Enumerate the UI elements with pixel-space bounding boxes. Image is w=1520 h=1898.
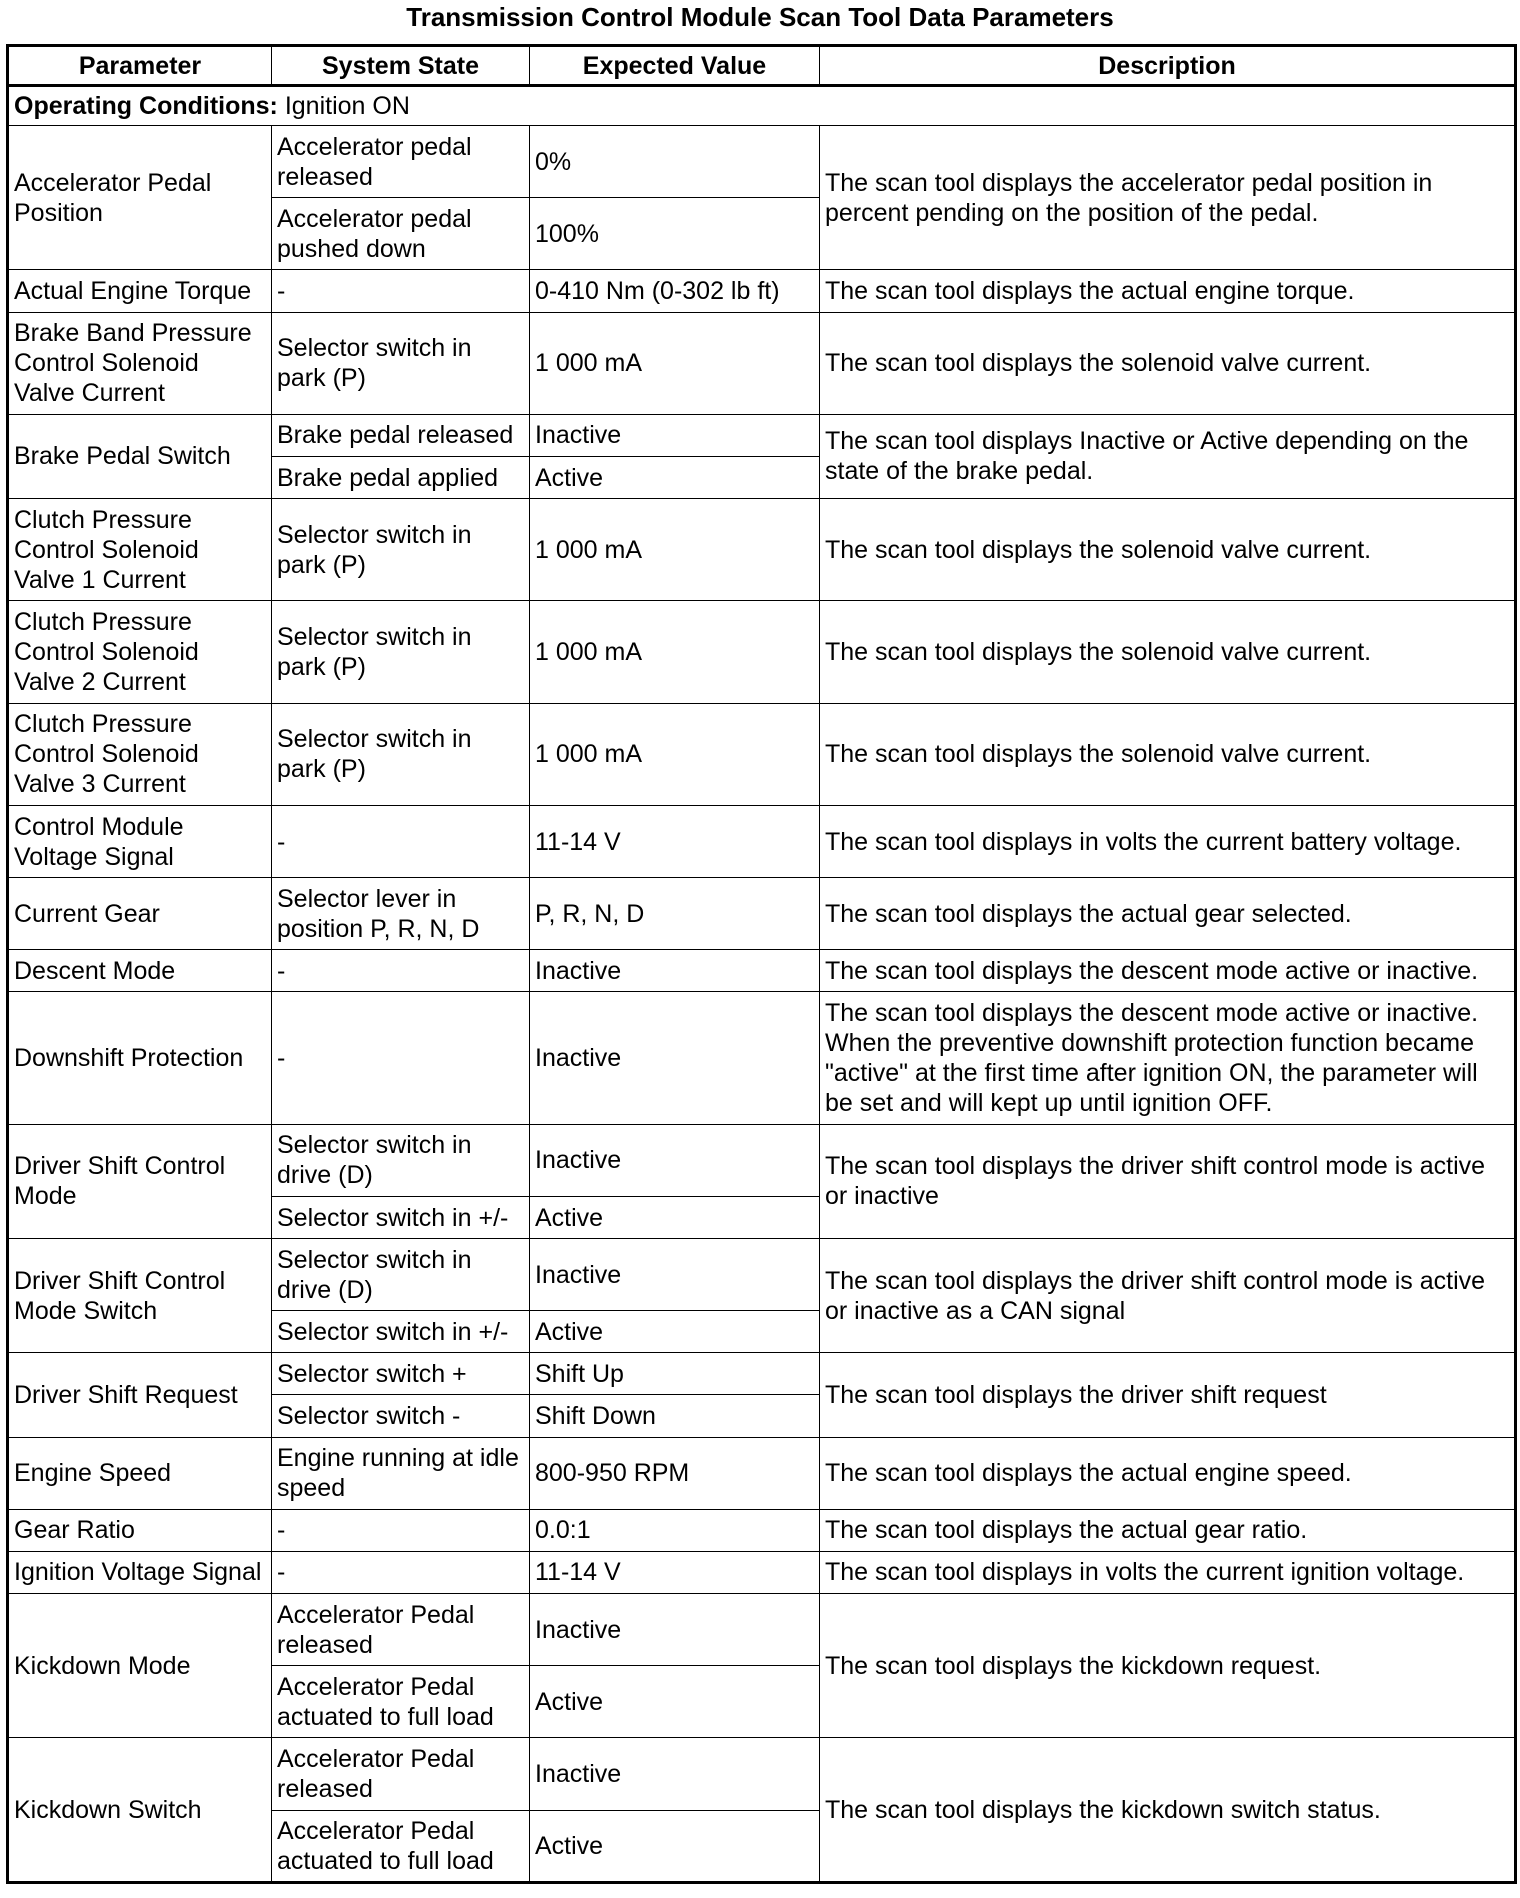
expected-value-cell: 0-410 Nm (0-302 lb ft): [530, 270, 820, 312]
table-row: [8, 1437, 1516, 1509]
parameter-name-cell: Driver Shift Control Mode Switch: [8, 1239, 272, 1353]
table-row: [8, 1594, 1516, 1666]
table-row: [8, 1353, 1516, 1395]
expected-value-cell: Active: [530, 1196, 820, 1238]
parameter-name-cell: Kickdown Switch: [8, 1738, 272, 1883]
parameter-name-cell: Downshift Protection: [8, 992, 272, 1124]
table-row: [8, 805, 1516, 877]
header-expected-value: Expected Value: [530, 46, 820, 86]
expected-value-cell: 1 000 mA: [530, 499, 820, 601]
description-cell: The scan tool displays the driver shift control mode is active or inactive as a CAN signal: [820, 1239, 1516, 1353]
expected-value-cell: Shift Up: [530, 1353, 820, 1395]
description-cell: The scan tool displays the kickdown switch status.: [820, 1738, 1516, 1883]
description-cell: The scan tool displays in volts the current ignition voltage.: [820, 1551, 1516, 1593]
table-row: [8, 499, 1516, 601]
description-cell: The scan tool displays the solenoid valve current.: [820, 703, 1516, 805]
expected-value-cell: Inactive: [530, 1738, 820, 1810]
system-state-cell: -: [272, 805, 530, 877]
operating-conditions-label: Operating Conditions:: [14, 92, 278, 121]
system-state-cell: -: [272, 950, 530, 992]
description-cell: The scan tool displays the actual gear ratio.: [820, 1509, 1516, 1551]
system-state-cell: Selector lever in position P, R, N, D: [272, 878, 530, 950]
expected-value-cell: Active: [530, 1666, 820, 1738]
system-state-cell: Selector switch in park (P): [272, 703, 530, 805]
parameter-name-cell: Brake Pedal Switch: [8, 414, 272, 498]
table-row: [8, 878, 1516, 950]
description-cell: The scan tool displays the kickdown request.: [820, 1594, 1516, 1738]
parameter-name-cell: Control Module Voltage Signal: [8, 805, 272, 877]
system-state-cell: Engine running at idle speed: [272, 1437, 530, 1509]
table-row: [8, 312, 1516, 414]
operating-conditions-cell: [8, 86, 1516, 126]
parameter-name-cell: Ignition Voltage Signal: [8, 1551, 272, 1593]
operating-conditions-value: Ignition ON: [277, 92, 410, 121]
parameter-name-cell: Driver Shift Control Mode: [8, 1124, 272, 1238]
table-body: [8, 86, 1516, 1883]
parameter-name-cell: Actual Engine Torque: [8, 270, 272, 312]
header-parameter: Parameter: [8, 46, 272, 86]
expected-value-cell: P, R, N, D: [530, 878, 820, 950]
system-state-cell: Selector switch -: [272, 1395, 530, 1437]
scan-tool-data-table: [6, 44, 1517, 1884]
operating-conditions-row: [8, 86, 1516, 126]
description-cell: The scan tool displays the driver shift request: [820, 1353, 1516, 1437]
parameter-name-cell: Gear Ratio: [8, 1509, 272, 1551]
parameter-name-cell: Clutch Pressure Control Solenoid Valve 1 Current: [8, 499, 272, 601]
system-state-cell: Selector switch in +/-: [272, 1196, 530, 1238]
system-state-cell: Selector switch in park (P): [272, 312, 530, 414]
system-state-cell: Selector switch +: [272, 1353, 530, 1395]
expected-value-cell: 1 000 mA: [530, 601, 820, 703]
expected-value-cell: Active: [530, 1311, 820, 1353]
header-system-state: System State: [272, 46, 530, 86]
description-cell: The scan tool displays the solenoid valve current.: [820, 312, 1516, 414]
expected-value-cell: Inactive: [530, 414, 820, 456]
system-state-cell: Accelerator pedal released: [272, 126, 530, 198]
expected-value-cell: 0.0:1: [530, 1509, 820, 1551]
table-row: [8, 703, 1516, 805]
table-row: [8, 950, 1516, 992]
parameter-name-cell: Clutch Pressure Control Solenoid Valve 3 Current: [8, 703, 272, 805]
table-row: [8, 992, 1516, 1124]
system-state-cell: Accelerator Pedal actuated to full load: [272, 1810, 530, 1882]
expected-value-cell: 11-14 V: [530, 1551, 820, 1593]
system-state-cell: Accelerator Pedal released: [272, 1738, 530, 1810]
parameter-name-cell: Descent Mode: [8, 950, 272, 992]
system-state-cell: -: [272, 270, 530, 312]
table-row: [8, 1551, 1516, 1593]
description-cell: The scan tool displays the driver shift control mode is active or inactive: [820, 1124, 1516, 1238]
description-cell: The scan tool displays the solenoid valve current.: [820, 601, 1516, 703]
description-cell: The scan tool displays the actual engine torque.: [820, 270, 1516, 312]
table-row: [8, 601, 1516, 703]
parameter-name-cell: Kickdown Mode: [8, 1594, 272, 1738]
expected-value-cell: 800-950 RPM: [530, 1437, 820, 1509]
system-state-cell: Selector switch in park (P): [272, 601, 530, 703]
system-state-cell: Accelerator pedal pushed down: [272, 198, 530, 270]
expected-value-cell: 11-14 V: [530, 805, 820, 877]
description-cell: The scan tool displays the accelerator pedal position in percent pending on the position of the pedal.: [820, 126, 1516, 270]
expected-value-cell: Inactive: [530, 950, 820, 992]
expected-value-cell: Active: [530, 1810, 820, 1882]
expected-value-cell: Inactive: [530, 992, 820, 1124]
system-state-cell: -: [272, 1551, 530, 1593]
system-state-cell: -: [272, 1509, 530, 1551]
description-cell: The scan tool displays the descent mode active or inactive. When the preventive downshift protection function became "active" at the first time after ignition ON, the parameter will be set and will kept up until ignition OFF.: [820, 992, 1516, 1124]
expected-value-cell: 1 000 mA: [530, 703, 820, 805]
description-cell: The scan tool displays the actual gear selected.: [820, 878, 1516, 950]
system-state-cell: Selector switch in drive (D): [272, 1239, 530, 1311]
expected-value-cell: Active: [530, 456, 820, 498]
parameter-name-cell: Accelerator Pedal Position: [8, 126, 272, 270]
table-row: [8, 126, 1516, 198]
system-state-cell: Accelerator Pedal actuated to full load: [272, 1666, 530, 1738]
table-row: [8, 270, 1516, 312]
table-row: [8, 1738, 1516, 1810]
system-state-cell: Selector switch in drive (D): [272, 1124, 530, 1196]
parameter-name-cell: Current Gear: [8, 878, 272, 950]
description-cell: The scan tool displays the descent mode active or inactive.: [820, 950, 1516, 992]
expected-value-cell: Inactive: [530, 1239, 820, 1311]
header-description: Description: [820, 46, 1516, 86]
system-state-cell: Brake pedal applied: [272, 456, 530, 498]
table-row: [8, 414, 1516, 456]
table-row: [8, 1239, 1516, 1311]
description-cell: The scan tool displays in volts the current battery voltage.: [820, 805, 1516, 877]
system-state-cell: Accelerator Pedal released: [272, 1594, 530, 1666]
expected-value-cell: Shift Down: [530, 1395, 820, 1437]
system-state-cell: Selector switch in +/-: [272, 1311, 530, 1353]
table-header-row: [8, 46, 1516, 86]
system-state-cell: Brake pedal released: [272, 414, 530, 456]
table-row: [8, 1124, 1516, 1196]
expected-value-cell: 100%: [530, 198, 820, 270]
description-cell: The scan tool displays the solenoid valve current.: [820, 499, 1516, 601]
parameter-name-cell: Driver Shift Request: [8, 1353, 272, 1437]
expected-value-cell: 1 000 mA: [530, 312, 820, 414]
parameter-name-cell: Engine Speed: [8, 1437, 272, 1509]
parameter-name-cell: Clutch Pressure Control Solenoid Valve 2 Current: [8, 601, 272, 703]
system-state-cell: Selector switch in park (P): [272, 499, 530, 601]
system-state-cell: -: [272, 992, 530, 1124]
parameter-name-cell: Brake Band Pressure Control Solenoid Valve Current: [8, 312, 272, 414]
table-row: [8, 1509, 1516, 1551]
description-cell: The scan tool displays the actual engine speed.: [820, 1437, 1516, 1509]
document-title: Transmission Control Module Scan Tool Data Parameters: [406, 2, 1114, 32]
expected-value-cell: Inactive: [530, 1594, 820, 1666]
expected-value-cell: 0%: [530, 126, 820, 198]
expected-value-cell: Inactive: [530, 1124, 820, 1196]
description-cell: The scan tool displays Inactive or Active depending on the state of the brake pedal.: [820, 414, 1516, 498]
